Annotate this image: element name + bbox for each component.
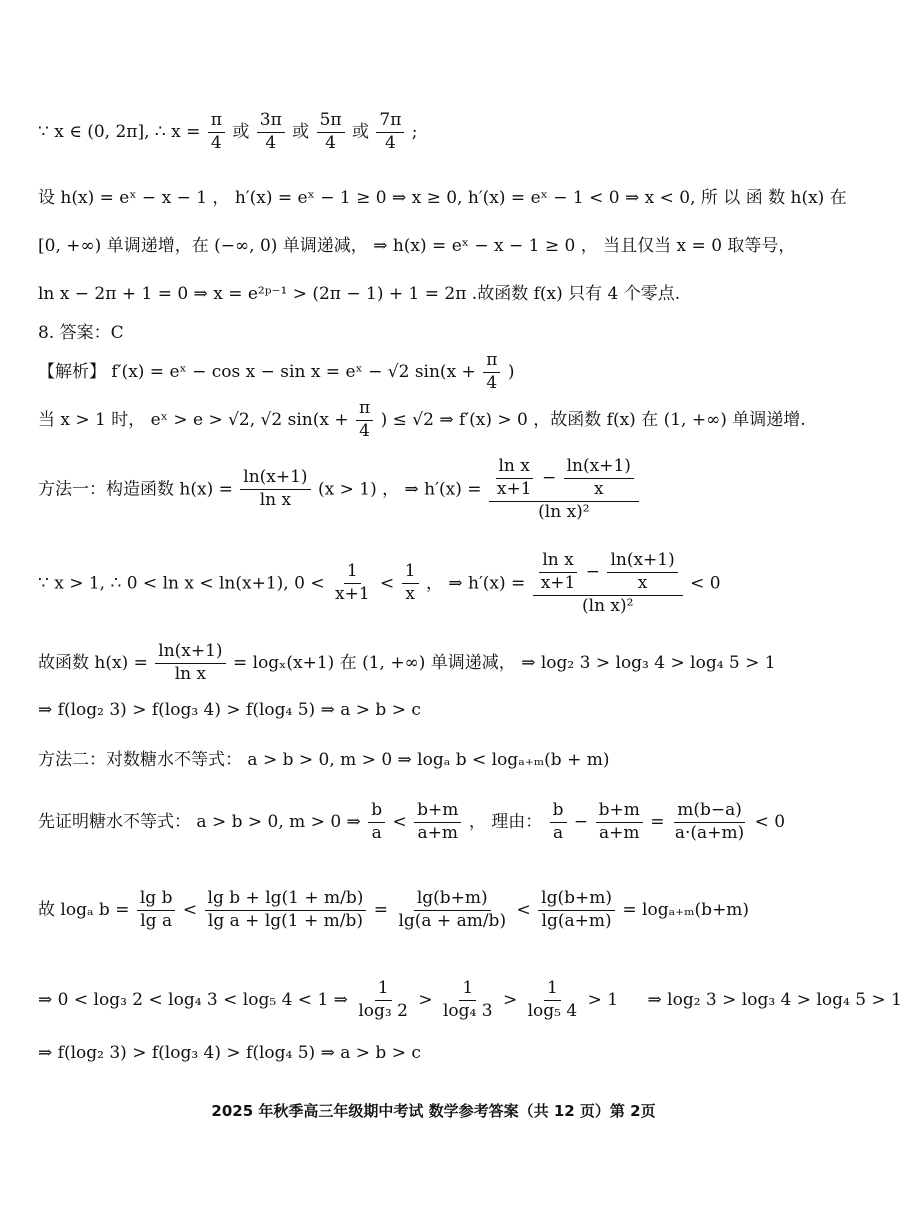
conclusion-two: ⇒ f(log₂ 3) > f(log₃ 4) > f(log₄ 5) ⇒ a > b > c bbox=[38, 1043, 421, 1063]
frac-pi-4: $\frac{\pi}{4}$ bbox=[483, 352, 500, 393]
frac-lnx1-lnx: $\frac{\ln(x+1)}{\text{ln x}}$ bbox=[240, 469, 310, 510]
frac-pi-4: $\frac{\pi}{4}$ bbox=[356, 400, 373, 441]
zeros-prefix: ∵ x ∈ (0, 2π], ∴ x = bbox=[38, 121, 201, 142]
method-two-line: 方法二：对数糖水不等式： a > b > 0, m > 0 ⇒ logₐ b < logₐ₊ₘ(b + m) bbox=[38, 750, 610, 770]
derivative-fraction: $\frac{\text{ln x}}{x+1}$ − $\frac{\ln(x+1)}{x}$ (ln x)² bbox=[489, 458, 639, 522]
h-decreasing-line: 故函数 h(x) = $\frac{\ln(x+1)}{\text{ln x}}$ = logₓ(x+1) 在 (1, +∞) 单调递减， ⇒ log₂ 3 > log₃ 4 > log₄ 5 > 1 bbox=[38, 641, 776, 684]
question-8-answer: 8. 答案：C bbox=[38, 323, 124, 343]
frac-5pi-4: $\frac{5\pi}{4}$ bbox=[317, 112, 345, 153]
monotonic-line: [0, +∞) 单调递增，在 (−∞, 0) 单调递减， ⇒ h(x) = eˣ − x − 1 ≥ 0 ， 当且仅当 x = 0 取等号， bbox=[38, 236, 796, 256]
frac-pi-4: $\frac{\pi}{4}$ bbox=[208, 112, 225, 153]
zeros-line: ∵ x ∈ (0, 2π], ∴ x = $\frac{\pi}{4}$ 或 $\frac{3\pi}{4}$ 或 $\frac{5\pi}{4}$ 或 $\frac{7\pi}{4}$ ; bbox=[38, 110, 418, 153]
h-definition-line: 设 h(x) = eˣ − x − 1 ， h′(x) = eˣ − 1 ≥ 0 ⇒ x ≥ 0, h′(x) = eˣ − 1 < 0 ⇒ x < 0, 所 以 函 数 h(x) 在 bbox=[38, 188, 847, 208]
log-chain-line: 故 logₐ b = $\frac{\text{lg b}}{\text{lg a}}$ < $\frac{\text{lg b + lg(1 + m/b)}}{\text{lg a + lg(1 + m/b)}}$ = $\frac{\lg(b+m)}{\lg(a + am/b)}$ < $\frac{\lg(b+m)}{\lg(a+m)}$ = logₐ₊ₘ(b+m) bbox=[38, 888, 750, 931]
when-line: 当 x > 1 时， eˣ > e > √2, √2 sin(x + $\frac{\pi}{4}$ ) ≤ √2 ⇒ f′(x) > 0 ，故函数 f(x) 在 (1, +∞) 单调递增. bbox=[38, 398, 806, 441]
analysis-line: 【解析】 f′(x) = eˣ − cos x − sin x = eˣ − √2 sin(x + $\frac{\pi}{4}$ ) bbox=[38, 350, 515, 393]
method-one-line: 方法一：构造函数 h(x) = $\frac{\ln(x+1)}{\text{ln x}}$ (x > 1) ， ⇒ h′(x) = $\frac{\text{ln x}}{x+1}$ − $\frac{\ln(x+1)}{x}$ (ln x)² bbox=[38, 458, 641, 522]
ln-line: ln x − 2π + 1 = 0 ⇒ x = e²ᵖ⁻¹ > (2π − 1) + 1 = 2π .故函数 f(x) 只有 4 个零点. bbox=[38, 284, 681, 304]
page-footer: 2025 年秋季高三年级期中考试 数学参考答案（共 12 页）第 2页 bbox=[211, 1102, 656, 1120]
frac-7pi-4: $\frac{7\pi}{4}$ bbox=[376, 112, 404, 153]
derivative-fraction: $\frac{\text{ln x}}{x+1}$ − $\frac{\ln(x+1)}{x}$ (ln x)² bbox=[533, 552, 683, 616]
frac-3pi-4: $\frac{3\pi}{4}$ bbox=[257, 112, 285, 153]
conclusion-one: ⇒ f(log₂ 3) > f(log₃ 4) > f(log₄ 5) ⇒ a > b > c bbox=[38, 700, 421, 720]
sugar-inequality-line: 先证明糖水不等式： a > b > 0, m > 0 ⇒ $\frac{b}{a}$ < $\frac{b+m}{a+m}$ ， 理由： $\frac{b}{a}$ − $\frac{b+m}{a+m}$ = $\frac{m(b-a)}{a\cdot(a+m)}$ < 0 bbox=[38, 800, 786, 843]
inequality-line: ∵ x > 1, ∴ 0 < ln x < ln(x+1), 0 < $\frac{1}{x+1}$ < $\frac{1}{x}$ ， ⇒ h′(x) = $\frac{\text{ln x}}{x+1}$ − $\frac{\ln(x+1)}{x}$ (ln x)² < 0 bbox=[38, 550, 721, 616]
reciprocal-line: ⇒ 0 < log₃ 2 < log₄ 3 < log₅ 4 < 1 ⇒ $\frac{1}{\text{log₃ 2}}$ > $\frac{1}{\text{log₄ 3}}$ > $\frac{1}{\text{log₅ 4}}$ > 1 ⇒ log₂ 3 > log₃ 4 > log₄ 5 > 1 bbox=[38, 978, 902, 1021]
